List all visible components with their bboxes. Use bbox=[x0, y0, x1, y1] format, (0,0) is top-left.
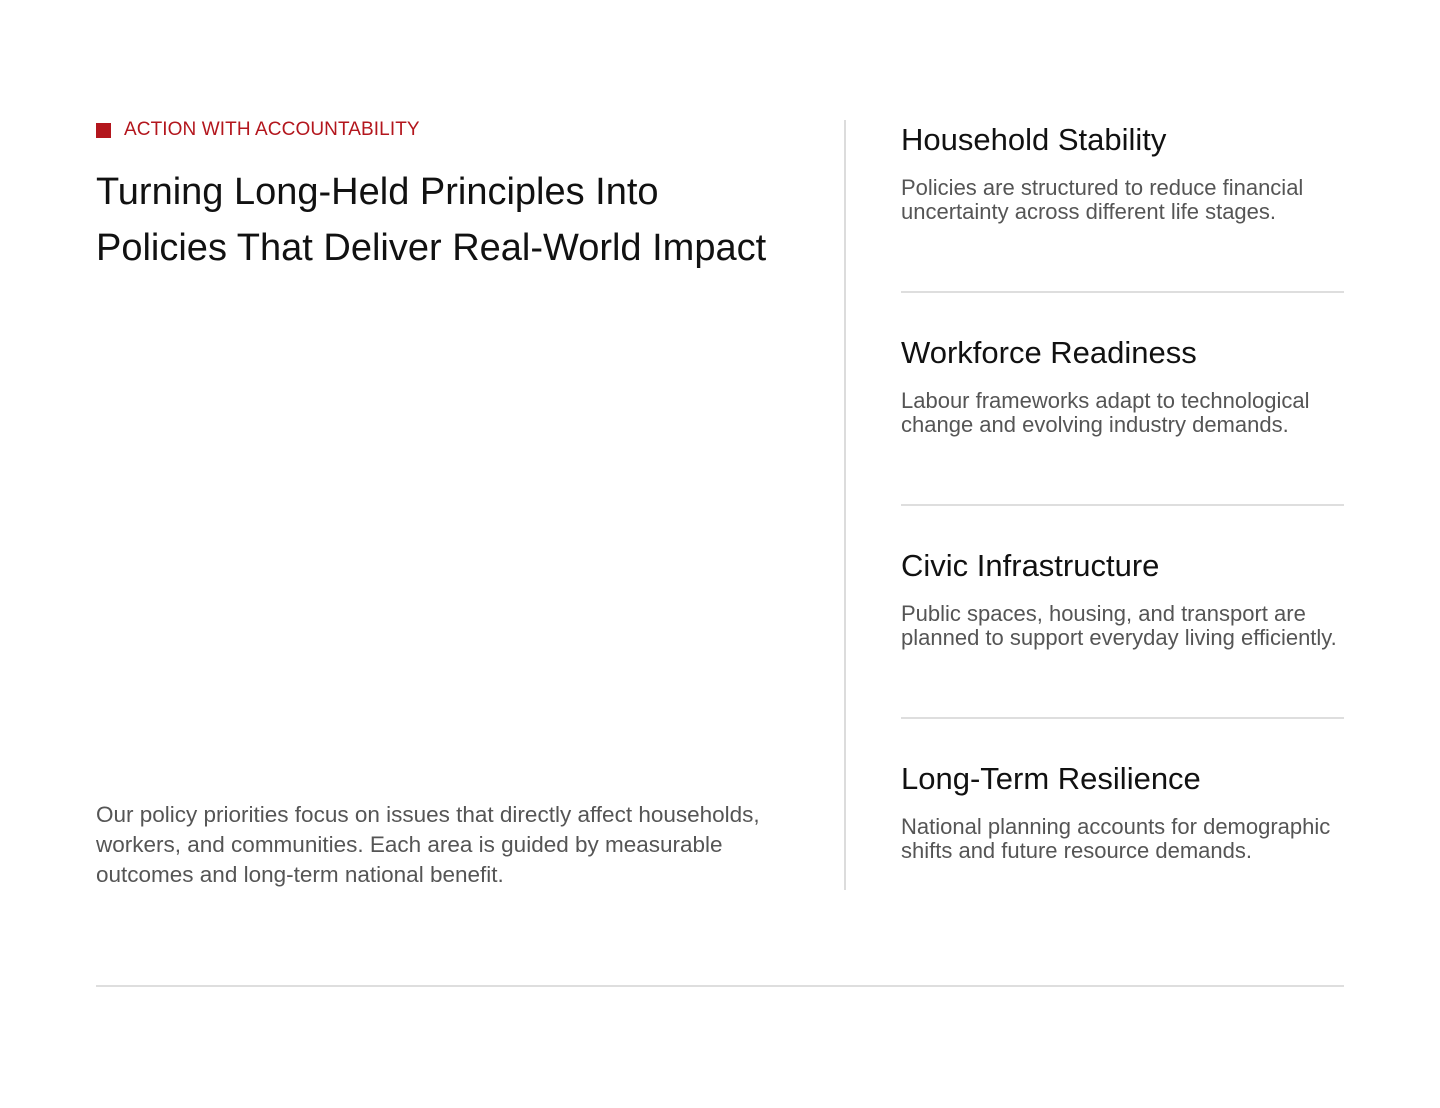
priority-card-description: Labour frameworks adapt to technological change and evolving industry demands. bbox=[901, 388, 1310, 437]
priority-divider bbox=[901, 504, 1344, 506]
section-bottom-divider bbox=[96, 985, 1344, 987]
priority-card-description: Policies are structured to reduce financial uncertainty across different life stages. bbox=[901, 175, 1304, 224]
priority-card-workforce-readiness bbox=[901, 333, 1344, 437]
priority-card-household-stability bbox=[901, 120, 1344, 224]
eyebrow-square-icon bbox=[96, 123, 111, 138]
priority-card-description: Public spaces, housing, and transport are planned to support everyday living efficiently. bbox=[901, 601, 1337, 650]
intro-column bbox=[96, 120, 796, 890]
intro-paragraph: Our policy priorities focus on issues that directly affect households, workers, and communities. Each area is guided by measurable outcomes and long-term national benefit. bbox=[96, 802, 760, 887]
policy-priorities-section bbox=[96, 120, 1344, 890]
priority-card-description: National planning accounts for demographic shifts and future resource demands. bbox=[901, 814, 1331, 863]
priority-card-civic-infrastructure bbox=[901, 546, 1344, 650]
eyebrow bbox=[96, 120, 420, 140]
priority-card-title: Household Stability bbox=[901, 122, 1167, 157]
priority-divider bbox=[901, 717, 1344, 719]
priority-card-title: Long-Term Resilience bbox=[901, 761, 1201, 796]
priority-card-long-term-resilience bbox=[901, 759, 1344, 863]
priority-card-title: Workforce Readiness bbox=[901, 335, 1197, 370]
priority-divider bbox=[901, 291, 1344, 293]
page-title: Turning Long-Held Principles Into Policies That Deliver Real-World Impact bbox=[96, 171, 767, 269]
priority-card-title: Civic Infrastructure bbox=[901, 548, 1160, 583]
column-divider bbox=[844, 120, 846, 890]
eyebrow-label: ACTION WITH ACCOUNTABILITY bbox=[124, 119, 420, 140]
priorities-list bbox=[901, 120, 1344, 890]
